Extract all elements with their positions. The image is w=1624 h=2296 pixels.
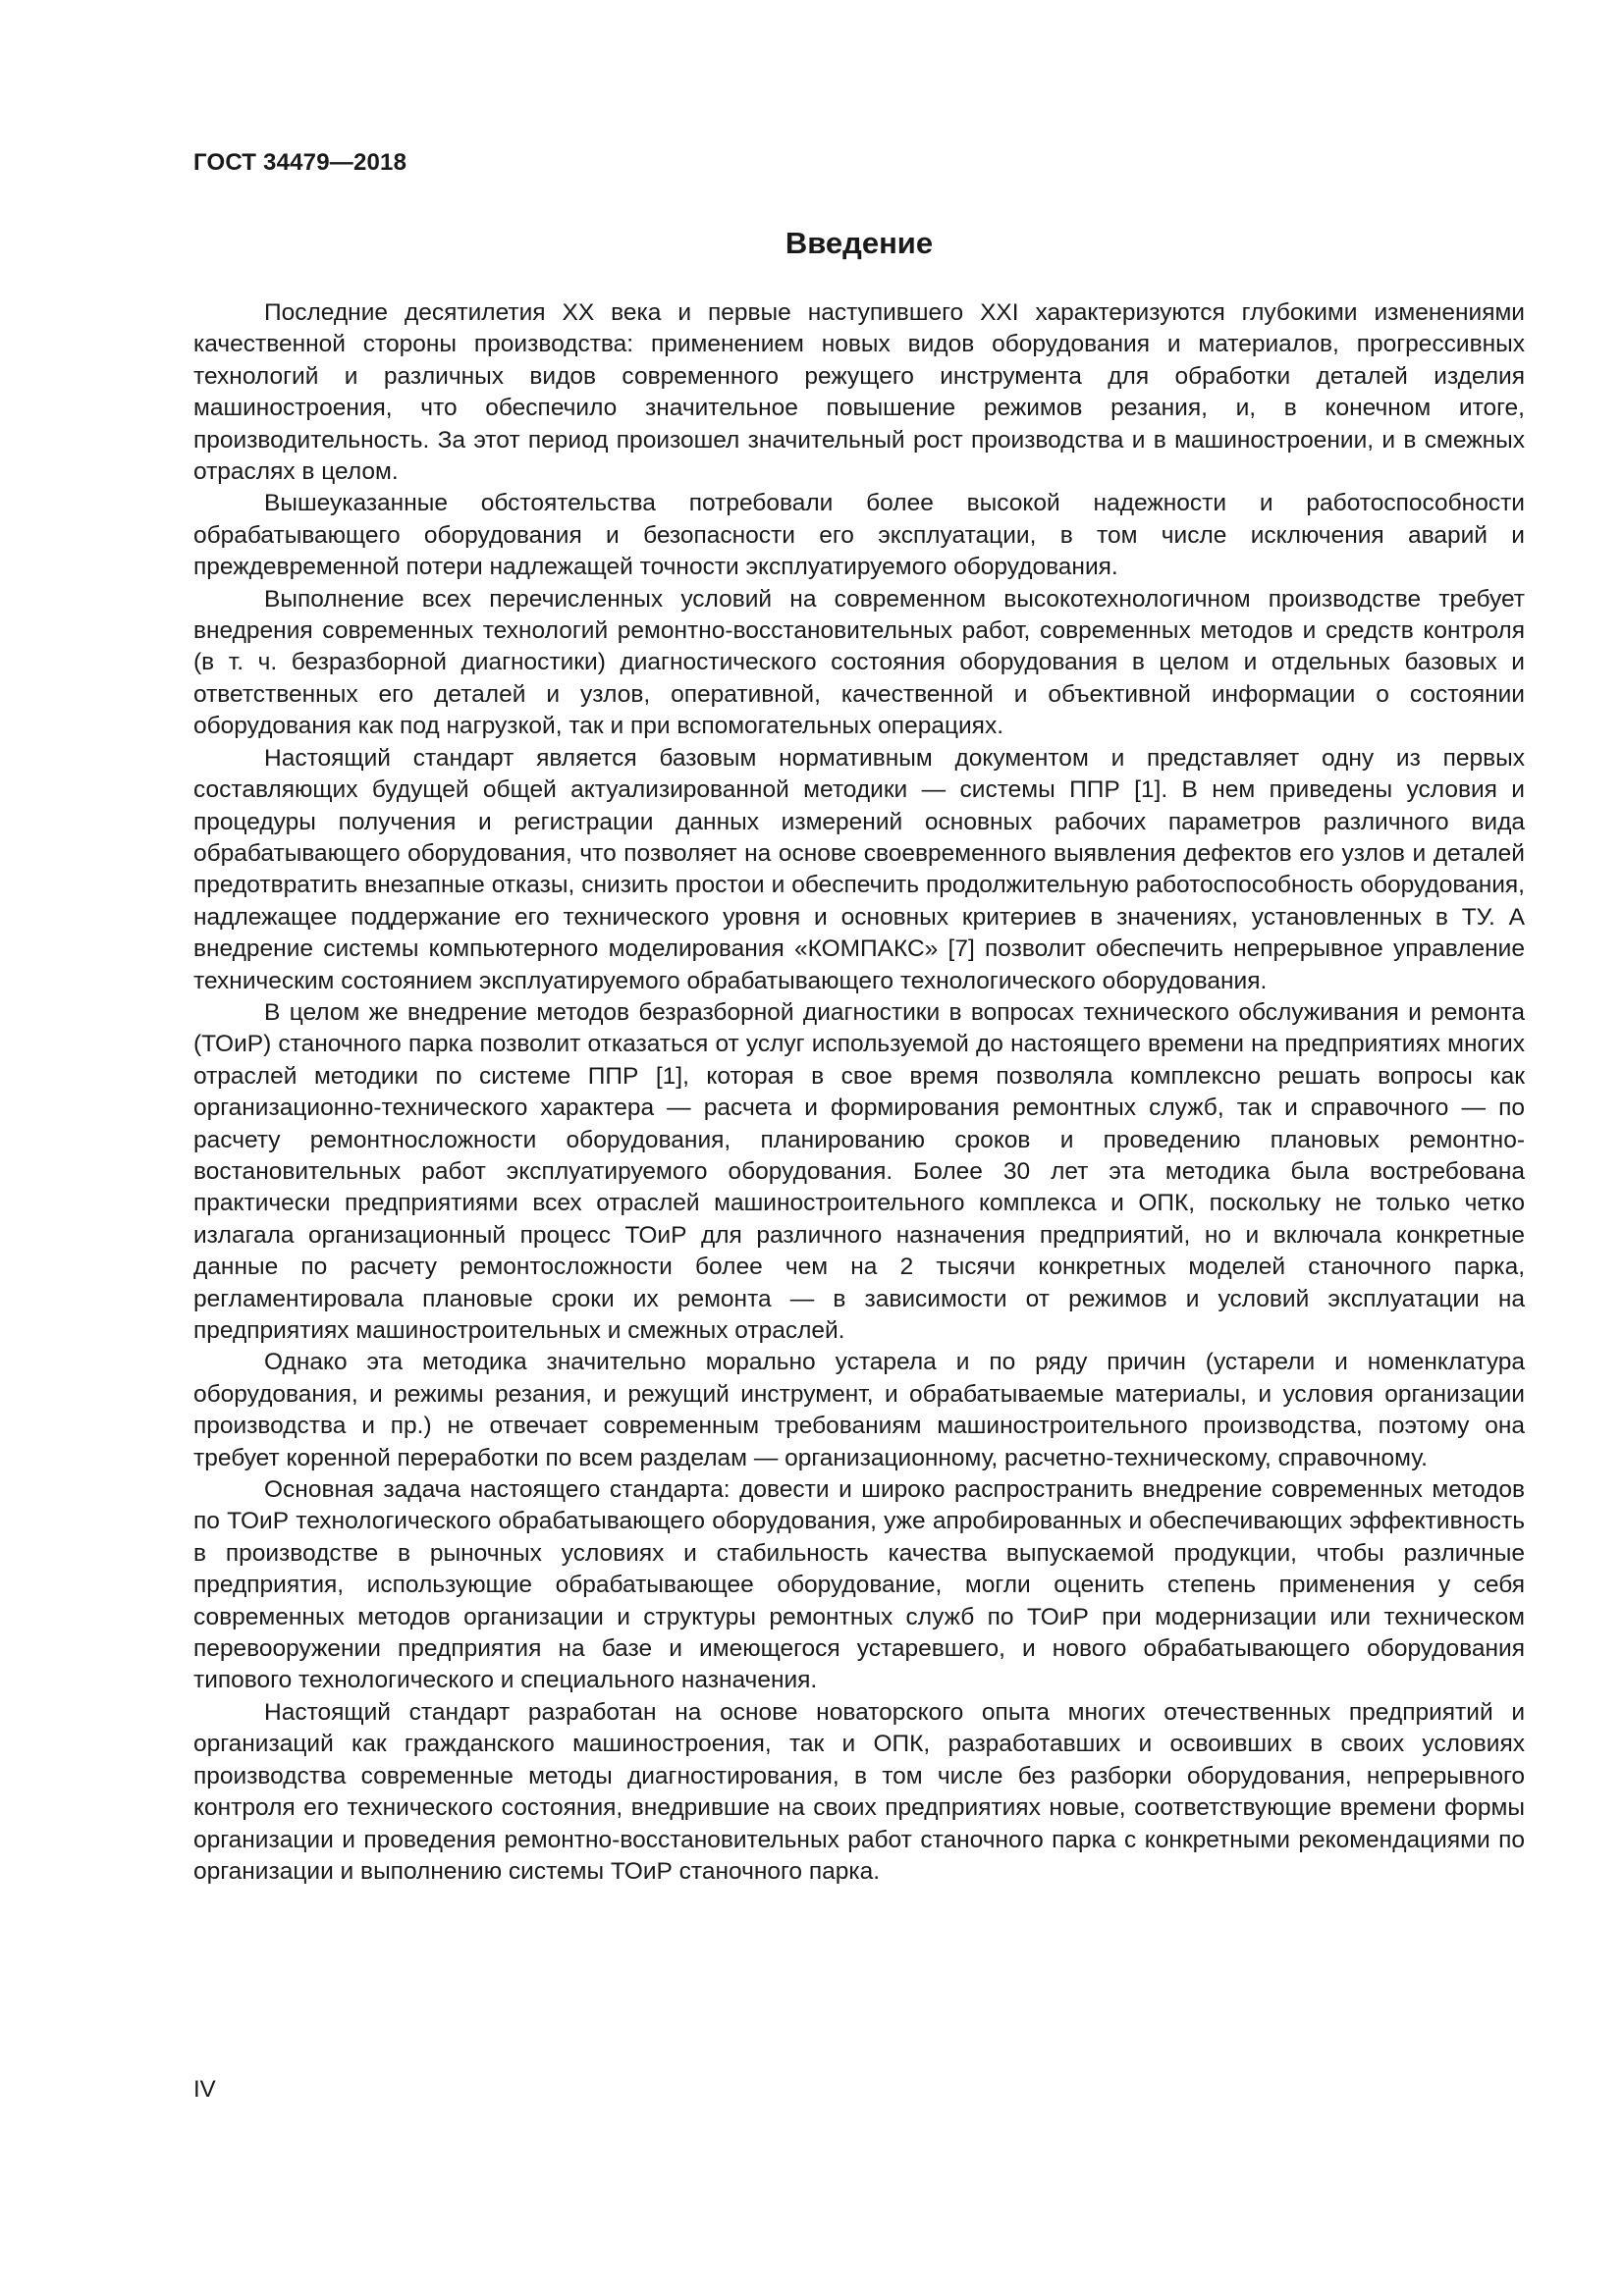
paragraph: Вышеуказанные обстоятельства потребовали более высокой надежности и работоспособности обрабатывающего оборудования и безопасности его эксплуатации, в том числе исключения аварий и преждевременной потери надлежащей точности эксплуатируемого оборудования. <box>193 490 1525 581</box>
paragraph: Однако эта методика значительно морально устарела и по ряду причин (устарели и номенклатура оборудования, и режимы резания, и режущий инструмент, и обрабатываемые материалы, и условия организации производства и пр.) не отвечает современным требованиям машиностроительного производства, поэтому она требует коренной переработки по всем разделам — организационному, расчетно-техническому, справочному. <box>193 1349 1525 1471</box>
paragraph: Настоящий стандарт является базовым нормативным документом и представляет одну из первых составляющих будущей общей актуализированной методики — системы ППР [1]. В нем приведены условия и процедуры получения и регистрации данных измерений основных рабочих параметров различного вида обрабатывающего оборудования, что позволяет на основе своевременного выявления дефектов его узлов и деталей предотвратить внезапные отказы, снизить простои и обеспечить продолжительную работоспособность оборудования, надлежащее поддержание его технического уровня и основных критериев в значениях, установленных в ТУ. А внедрение системы компьютерного моделирования «КОМПАКС» [7] позволит обеспечить непрерывное управление техническим состоянием эксплуатируемого обрабатывающего технологического оборудования. <box>193 744 1525 994</box>
paragraph: Выполнение всех перечисленных условий на современном высокотехнологичном производстве требует внедрения современных технологий ремонтно-восстановительных работ, современных методов и средств контроля (в т. ч. безразборной диагностики) диагностического состояния оборудования в целом и отдельных базовых и ответственных его деталей и узлов, оперативной, качественной и объективной информации о состоянии оборудования как под нагрузкой, так и при вспомогательных операциях. <box>193 585 1525 740</box>
paragraph: В целом же внедрение методов безразборной диагностики в вопросах технического обслуживания и ремонта (ТОиР) станочного парка позволит отказаться от услуг используемой до настоящего времени на предприятиях многих отраслей методики по системе ППР [1], которая в свое время позволяла комплексно решать вопросы как организационно-технического характера — расчета и формирования ремонтных служб, так и справочного — по расчету ремонтносложности оборудования, планированию сроков и проведению плановых ремонтно-востановительных работ эксплуатируемого оборудования. Более 30 лет эта методика была востребована практически предприятиями всех отраслей машиностроительного комплекса и ОПК, поскольку не только четко излагала организационный процесс ТОиР для различного назначения предприятий, но и включала конкретные данные по расчету ремонтосложности более чем на 2 тысячи конкретных моделей станочного парка, регламентировала плановые сроки их ремонта — в зависимости от режимов и условий эксплуатации на предприятиях машиностроительных и смежных отраслей. <box>193 998 1525 1344</box>
section-title: Введение <box>785 226 934 260</box>
page-number: IV <box>193 2076 216 2103</box>
paragraph: Последние десятилетия XX века и первые наступившего XXI характеризуются глубокими изменениями качественной стороны производства: применением новых видов оборудования и материалов, прогрессивных технологий и различных видов современного режущего инструмента для обработки деталей изделия машиностроения, что обеспечило значительное повышение режимов резания, и, в конечном итоге, производительность. За этот период произошел значительный рост производства и в машиностроении, и в смежных отраслях в целом. <box>193 299 1525 486</box>
standard-code-header: ГОСТ 34479—2018 <box>193 149 407 176</box>
paragraph: Настоящий стандарт разработан на основе новаторского опыта многих отечественных предприятий и организаций как гражданского машиностроения, так и ОПК, разработавших и освоивших в своих условиях производства современные методы диагностирования, в том числе без разборки оборудования, непрерывного контроля его технического состояния, внедрившие на своих предприятиях новые, соответствующие времени формы организации и проведения ремонтно-восстановительных работ станочного парка с конкретными рекомендациями по организации и выполнению системы ТОиР станочного парка. <box>193 1698 1525 1885</box>
section-body <box>193 297 1525 1888</box>
paragraph: Основная задача настоящего стандарта: довести и широко распространить внедрение современных методов по ТОиР технологического обрабатывающего оборудования, уже апробированных и обеспечивающих эффективность в производстве в рыночных условиях и стабильность качества выпускаемой продукции, чтобы различные предприятия, использующие обрабатывающее оборудование, могли оценить степень применения у себя современных методов организации и структуры ремонтных служб по ТОиР при модернизации или техническом перевооружении предприятия на базе и имеющегося устаревшего, и нового обрабатывающего оборудования типового технологического и специального назначения. <box>193 1476 1525 1694</box>
